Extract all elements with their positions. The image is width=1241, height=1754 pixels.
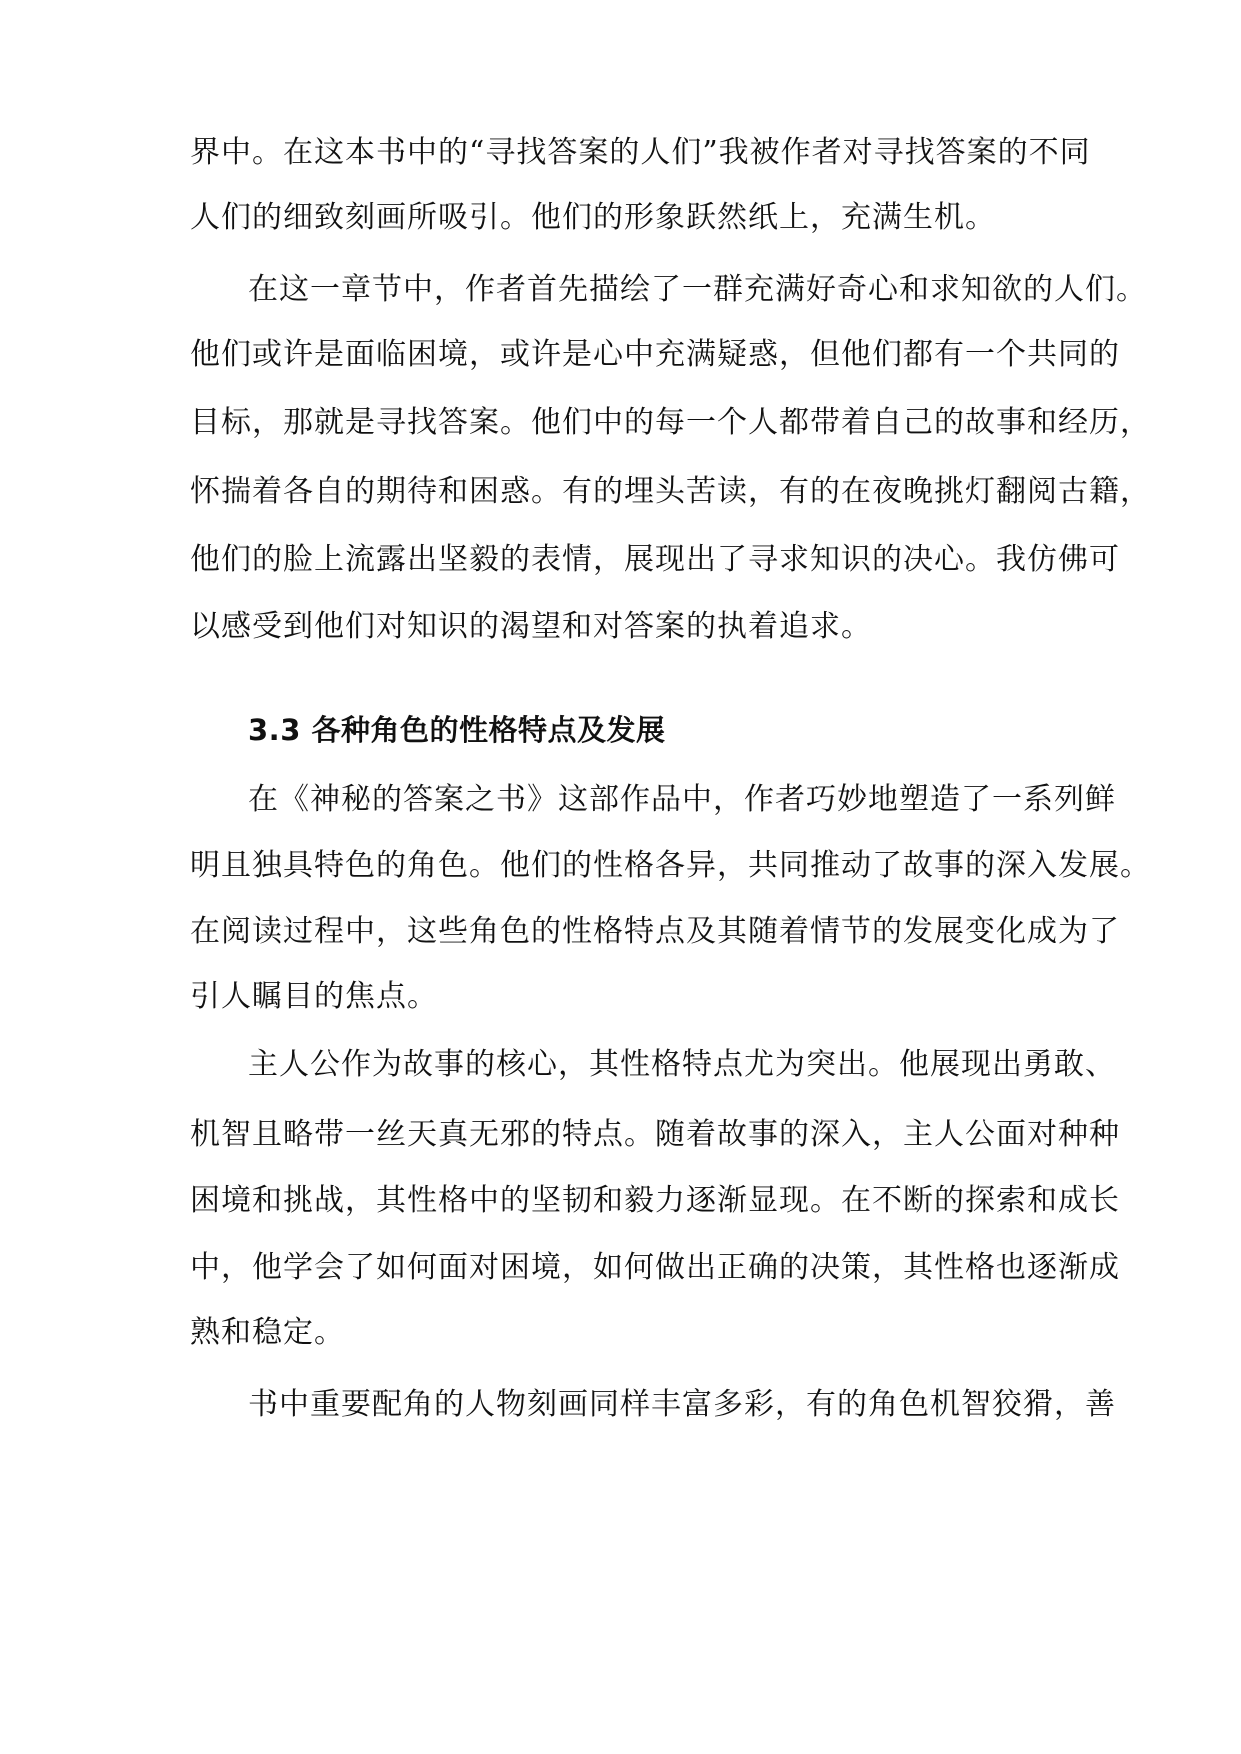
paragraph-1-line-1: 界中。在这本书中的“寻找答案的人们”我被作者对寻找答案的不同 [190,135,1091,170]
section-paragraph-2-line-2: 机智且略带一丝天真无邪的特点。随着故事的深入，主人公面对种种 [190,1117,1120,1152]
section-paragraph-2-line-1: 主人公作为故事的核心，其性格特点尤为突出。他展现出勇敢、 [248,1047,1116,1082]
paragraph-1-line-2: 人们的细致刻画所吸引。他们的形象跃然纸上，充满生机。 [190,200,996,235]
paragraph-2-line-5: 他们的脸上流露出坚毅的表情，展现出了寻求知识的决心。我仿佛可 [190,542,1120,577]
section-paragraph-1-line-3: 在阅读过程中，这些角色的性格特点及其随着情节的发展变化成为了 [190,914,1120,949]
paragraph-2-line-4: 怀揣着各自的期待和困惑。有的埋头苦读，有的在夜晚挑灯翻阅古籍， [190,474,1151,509]
section-paragraph-3-line-1: 书中重要配角的人物刻画同样丰富多彩，有的角色机智狡猾，善 [248,1387,1116,1422]
section-paragraph-1-line-4: 引人瞩目的焦点。 [190,979,438,1014]
section-paragraph-2-line-4: 中，他学会了如何面对困境，如何做出正确的决策，其性格也逐渐成 [190,1250,1120,1285]
section-heading: 3.3 各种角色的性格特点及发展 [248,713,666,747]
section-paragraph-1-line-1: 在《神秘的答案之书》这部作品中，作者巧妙地塑造了一系列鲜 [248,782,1116,817]
section-paragraph-2-line-3: 困境和挑战，其性格中的坚韧和毅力逐渐显现。在不断的探索和成长 [190,1183,1120,1218]
paragraph-2-line-1: 在这一章节中，作者首先描绘了一群充满好奇心和求知欲的人们。 [248,272,1147,307]
paragraph-2-line-6: 以感受到他们对知识的渴望和对答案的执着追求。 [190,609,872,644]
section-paragraph-2-line-5: 熟和稳定。 [190,1315,345,1350]
section-paragraph-1-line-2: 明且独具特色的角色。他们的性格各异，共同推动了故事的深入发展。 [190,848,1151,883]
paragraph-2-line-2: 他们或许是面临困境，或许是心中充满疑惑，但他们都有一个共同的 [190,337,1120,372]
paragraph-2-line-3: 目标，那就是寻找答案。他们中的每一个人都带着自己的故事和经历， [190,405,1151,440]
